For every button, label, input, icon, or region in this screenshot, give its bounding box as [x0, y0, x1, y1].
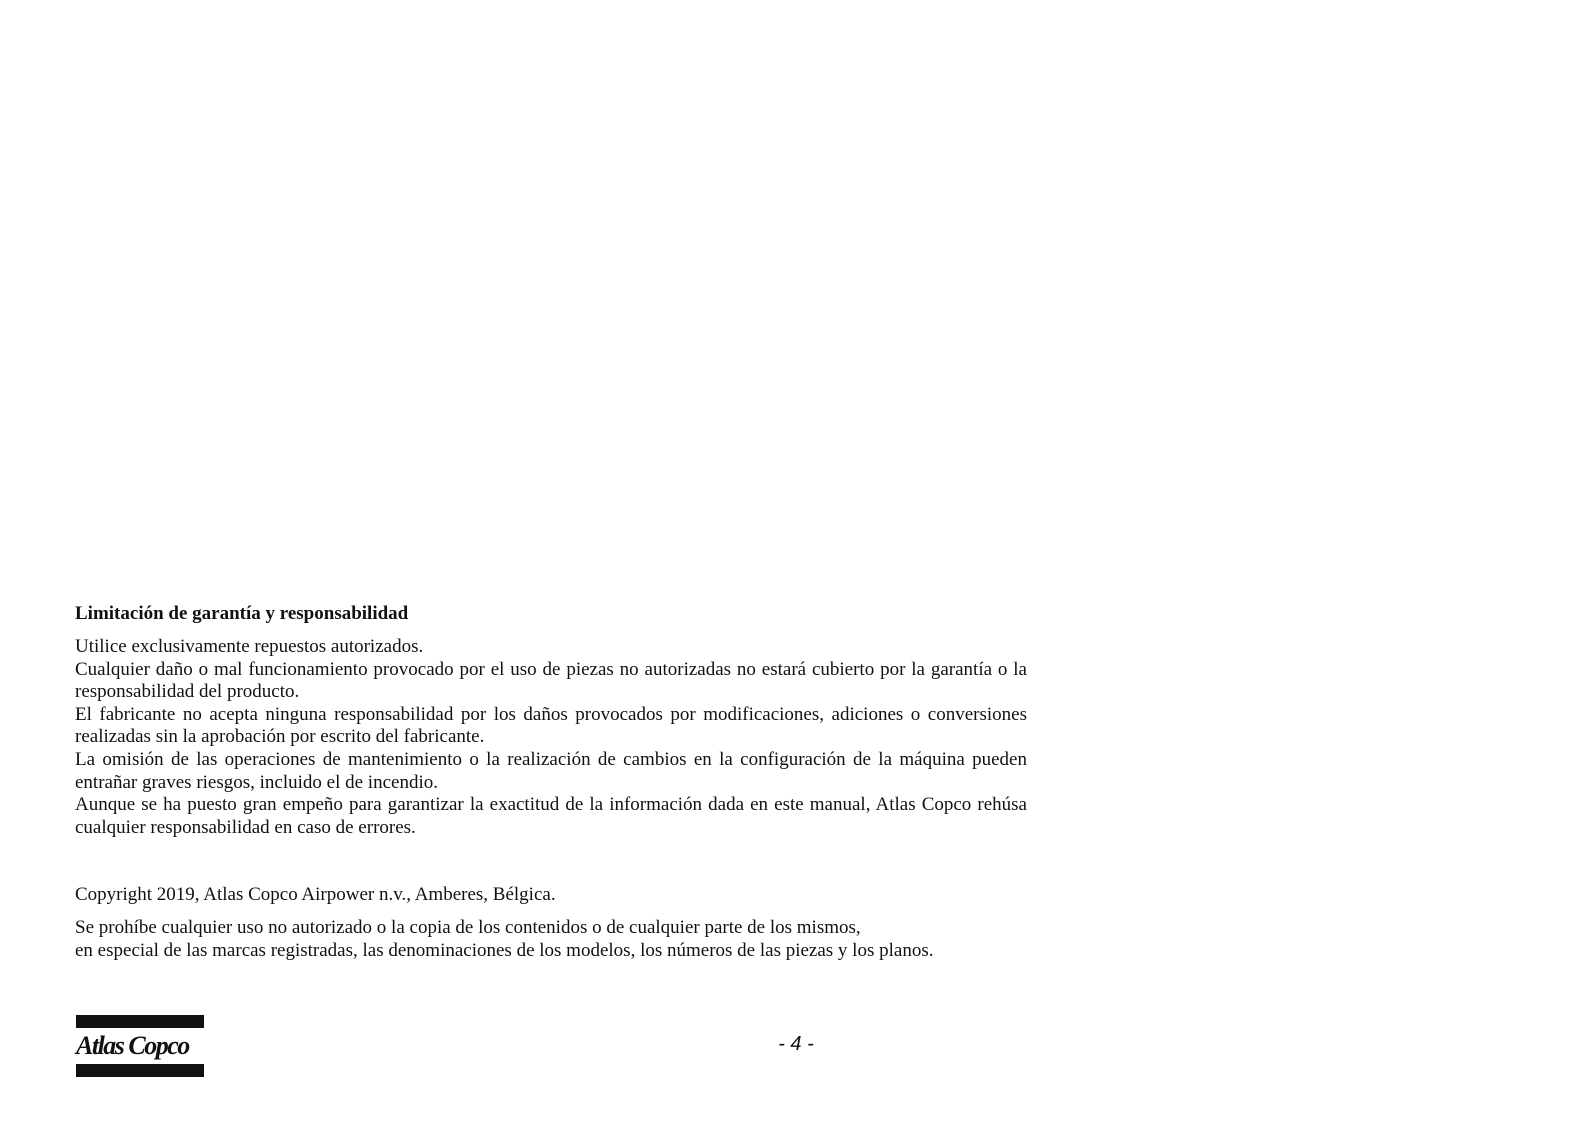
usage-notice-line-1: Se prohíbe cualquier uso no autorizado o la copia de los contenidos o de cualquier parte de los mismos,: [75, 917, 861, 938]
atlas-copco-logo: [76, 1015, 204, 1077]
logo-top-bar: [76, 1015, 204, 1028]
usage-notice: [75, 916, 1035, 962]
warranty-paragraph-5: Aunque se ha puesto gran empeño para garantizar la exactitud de la información dada en este manual, Atlas Copco rehúsa cualquier responsabilidad en caso de errores.: [75, 794, 1027, 838]
copyright-line: Copyright 2019, Atlas Copco Airpower n.v., Amberes, Bélgica.: [75, 884, 556, 905]
section-title: Limitación de garantía y responsabilidad: [75, 603, 409, 624]
usage-notice-line-2: en especial de las marcas registradas, las denominaciones de los modelos, los números de las piezas y los planos.: [75, 940, 934, 961]
warranty-paragraph-2: Cualquier daño o mal funcionamiento provocado por el uso de piezas no autorizadas no estará cubierto por la garantía o la responsabilidad del producto.: [75, 658, 1027, 703]
warranty-paragraph-3: El fabricante no acepta ninguna responsabilidad por los daños provocados por modificaciones, adiciones o conversiones realizadas sin la aprobación por escrito del fabricante.: [75, 703, 1027, 748]
warranty-paragraph-1: Utilice exclusivamente repuestos autorizados.: [75, 636, 424, 657]
page-number: - 4 -: [778, 1033, 814, 1055]
warranty-paragraph-4: La omisión de las operaciones de mantenimiento o la realización de cambios en la configuración de la máquina pueden entrañar graves riesgos, incluido el de incendio.: [75, 748, 1027, 793]
logo-bottom-bar: [76, 1064, 204, 1077]
warranty-section: [75, 603, 1027, 839]
logo-wordmark: Atlas Copco: [76, 1031, 189, 1060]
